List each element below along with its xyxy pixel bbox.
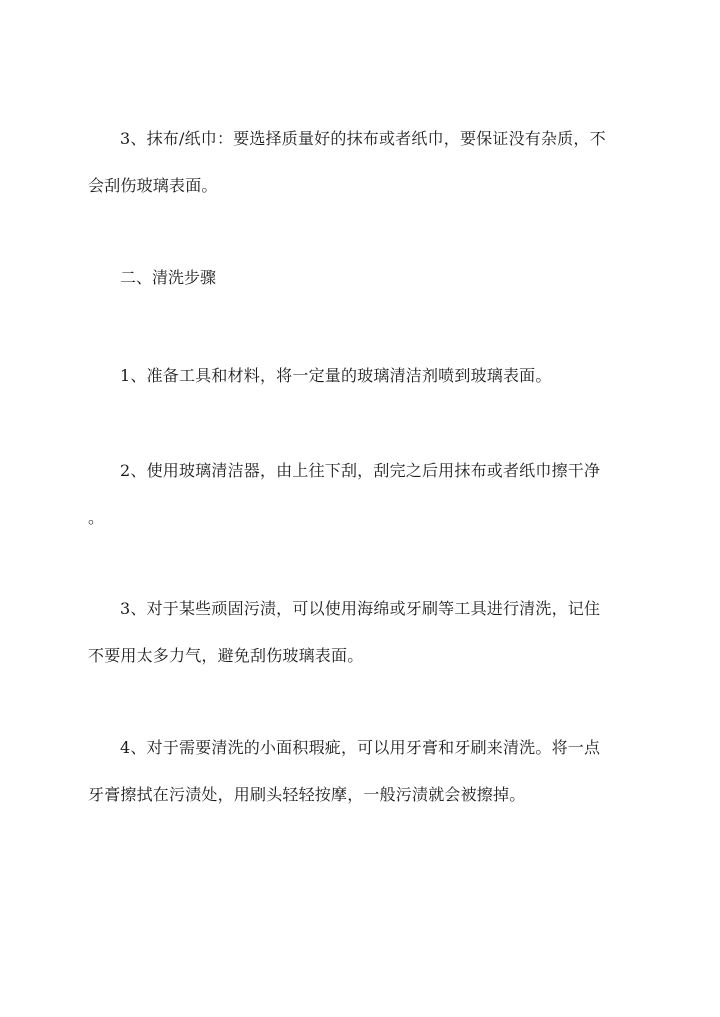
paragraph-step-4 [88,724,633,818]
paragraph-step-3 [88,585,633,679]
paragraph-line: 。 [88,508,105,527]
paragraph-step-2 [88,447,633,541]
paragraph-line: 牙膏擦拭在污渍处，用刷头轻轻按摩，一般污渍就会被擦掉。 [88,785,526,804]
paragraph-line: 会刮伤玻璃表面。 [88,176,218,195]
paragraph-line: 2、使用玻璃清洁器，由上往下刮，刮完之后用抹布或者纸巾擦干净 [120,461,601,480]
paragraph-step-1 [88,352,633,399]
paragraph-line: 不要用太多力气，避免刮伤玻璃表面。 [88,646,364,665]
paragraph-line: 1、准备工具和材料，将一定量的玻璃清洁剂喷到玻璃表面。 [120,366,552,385]
paragraph-line: 4、对于需要清洗的小面积瑕疵，可以用牙膏和牙刷来清洗。将一点 [120,738,601,757]
section-heading-cleaning-steps: 二、清洗步骤 [120,268,217,287]
paragraph-line: 3、对于某些顽固污渍，可以使用海绵或牙刷等工具进行清洗，记住 [120,599,601,618]
paragraph-tools-cloth-paper [88,115,633,209]
paragraph-line: 3、抹布/纸巾：要选择质量好的抹布或者纸巾，要保证没有杂质，不 [120,129,606,148]
